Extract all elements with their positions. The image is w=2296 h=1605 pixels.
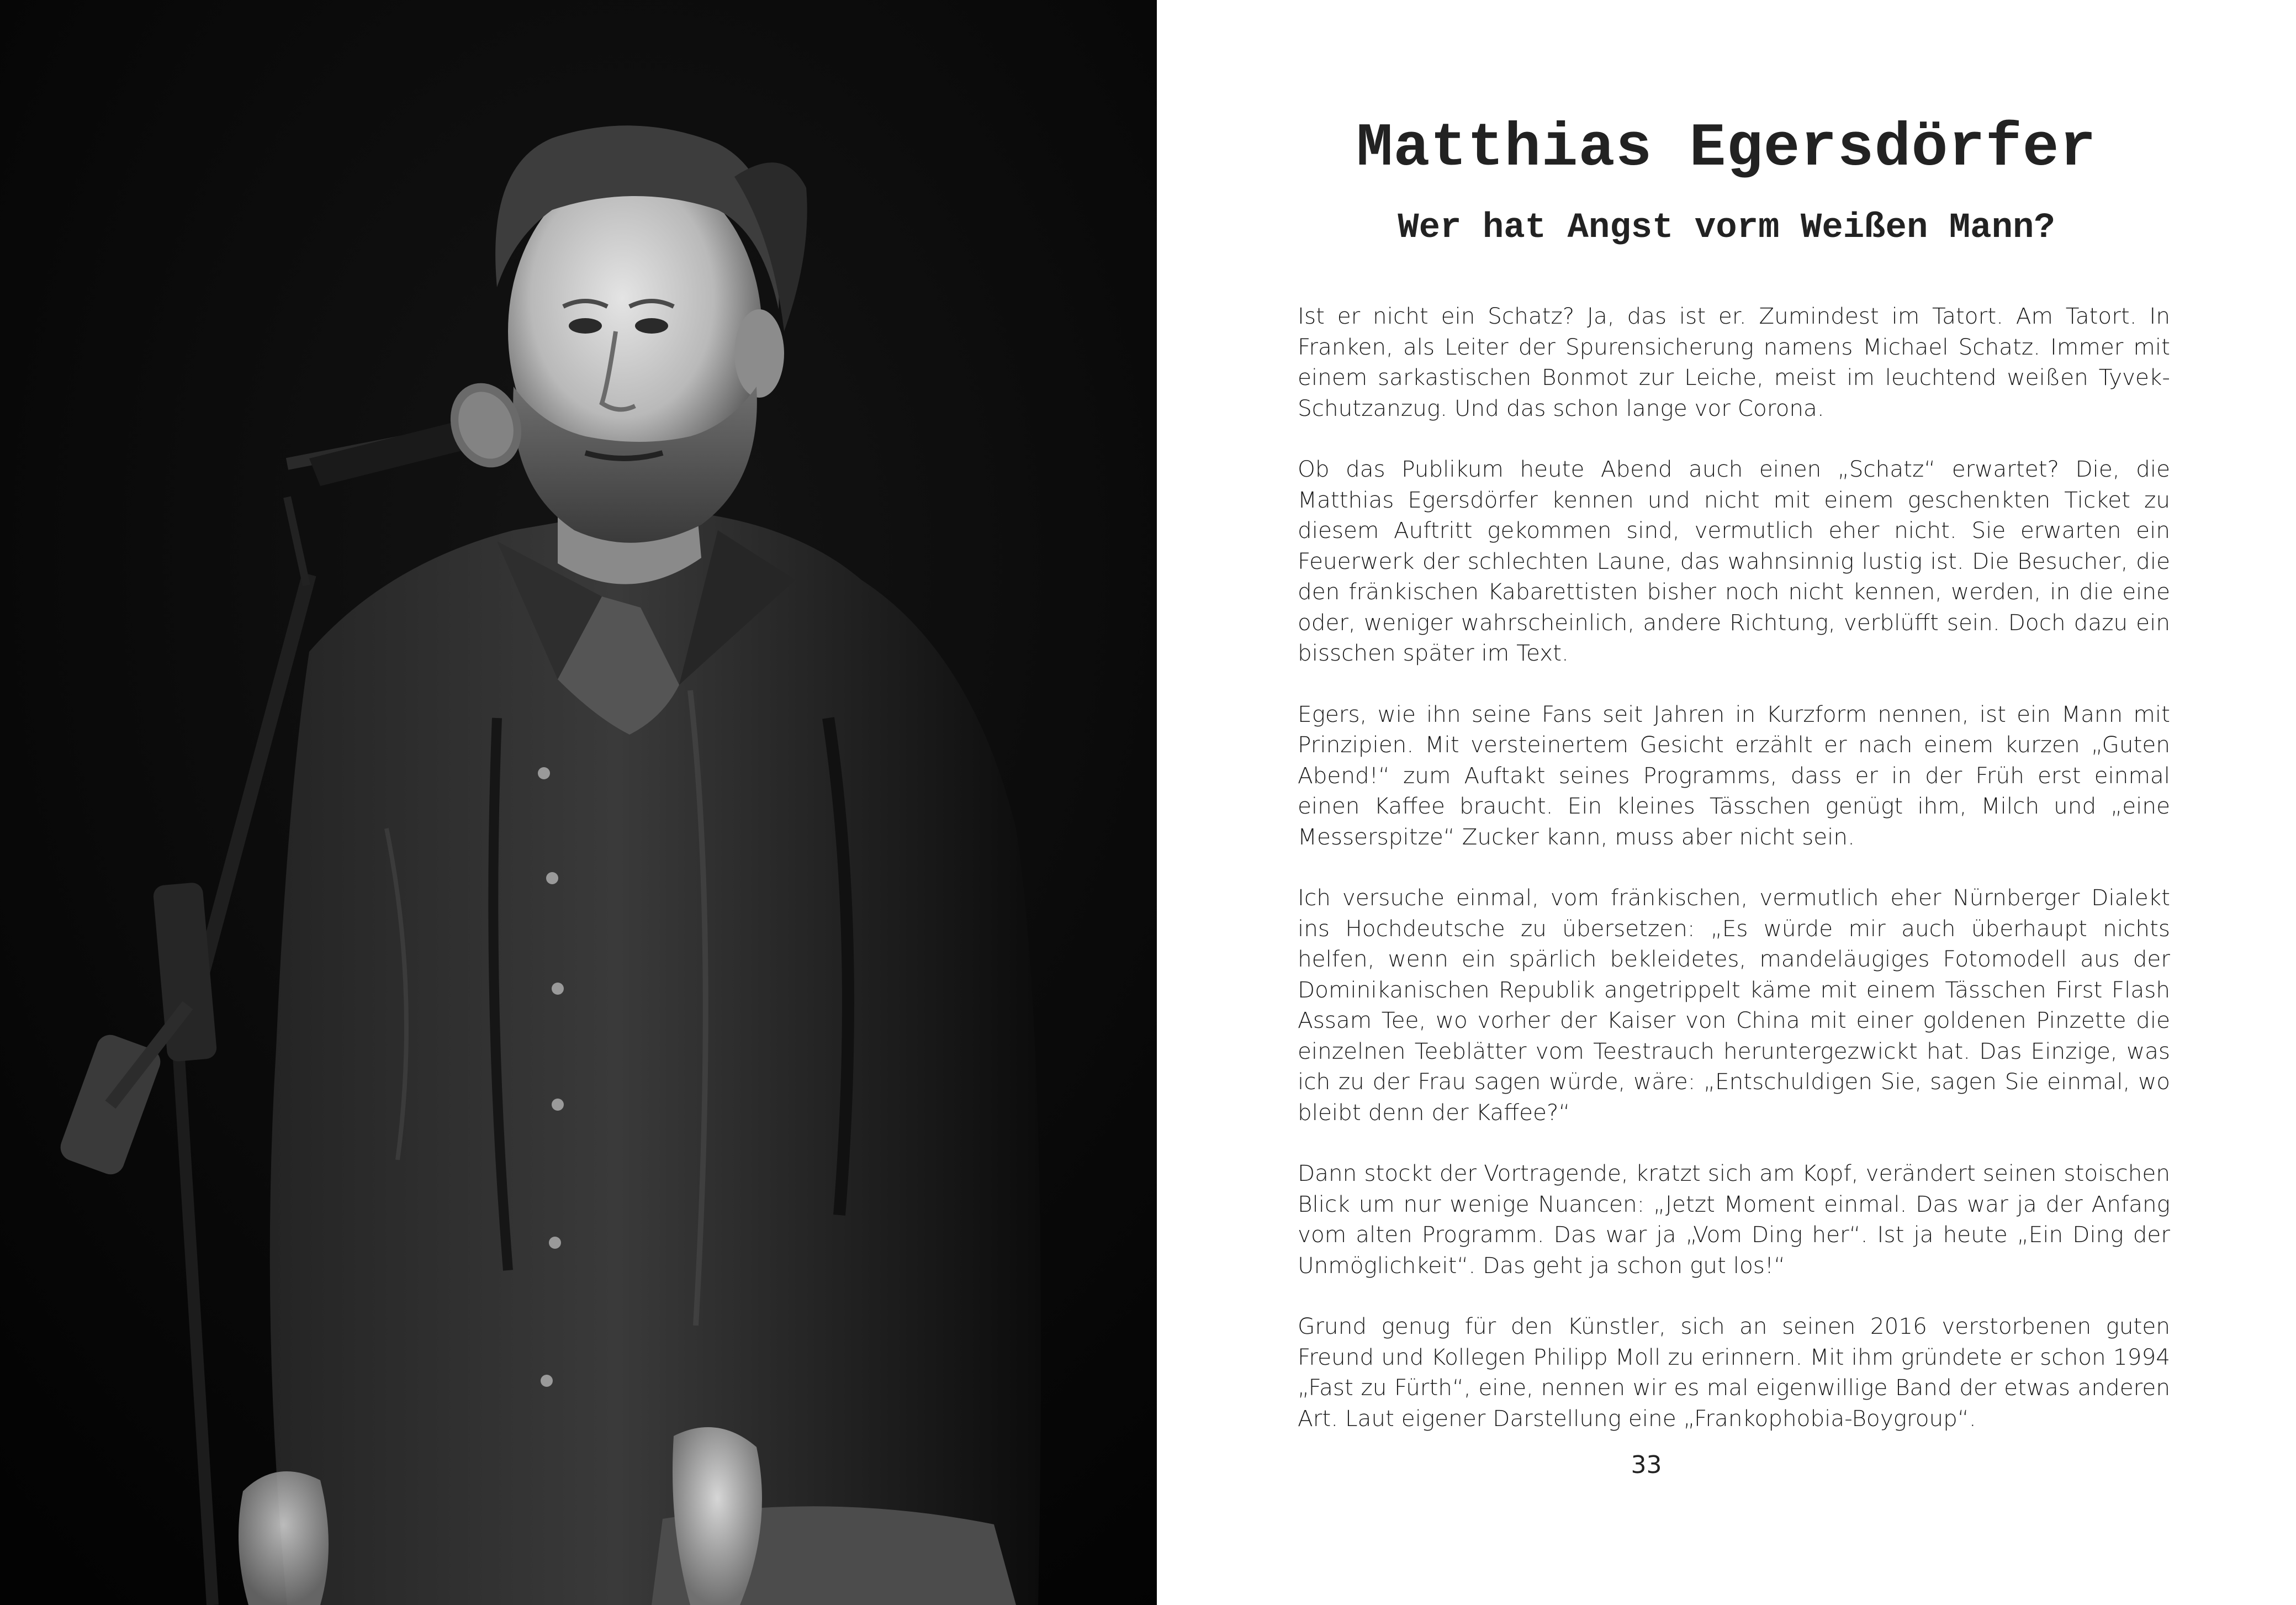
page-number: 33 (1631, 1451, 1662, 1479)
article-paragraph: Dann stockt der Vortragende, kratzt sich am Kopf, verändert seinen stoischen Blick um nur wenige Nuancen: „Jetzt Moment einmal. Das war ja der Anfang vom alten Programm. Das war ja „Vom Ding her“. Ist ja heute „Ein Ding der Unmöglichkeit“. Das geht ja schon gut los!“ (1298, 1160, 2170, 1279)
article-paragraph: Ist er nicht ein Schatz? Ja, das ist er. Zumindest im Tatort. Am Tatort. In Franken, als Leiter der Spurensicherung namens Michael Schatz. Immer mit einem sarkastischen Bonmot zur Leiche, meist im leuchtend weißen Tyvek-Schutzanzug. Und das schon lange vor Corona. (1298, 303, 2170, 421)
article-paragraph: Ich versuche einmal, vom fränkischen, vermutlich eher Nürnberger Dialekt ins Hochdeutsche zu übersetzen: „Es würde mir auch überhaupt nichts helfen, wenn ein spärlich bekleidetes, mandeläugiges Fotomodell aus der Dominikanischen Republik angetrippelt käme mit einem Tässchen First Flash Assam Tee, wo vorher der Kaiser von China mit einer goldenen Pinzette die einzelnen Teeblätter vom Teestrauch heruntergezwickt hat. Das Einzige, was ich zu der Frau sagen würde, wäre: „Entschuldigen Sie, sagen Sie einmal, wo bleibt denn der Kaffee?“ (1298, 884, 2170, 1126)
article-paragraph: Ob das Publikum heute Abend auch einen „Schatz“ erwartet? Die, die Matthias Egersdörfer kennen und nicht mit einem geschenkten Ticket zu diesem Auftritt gekommen sind, vermutlich eher nicht. Sie erwarten ein Feuerwerk der schlechten Laune, das wahnsinnig lustig ist. Die Besucher, die den fränkischen Kabarettisten bisher noch nicht kennen, werden, in die eine oder, weniger wahrscheinlich, andere Richtung, verblüfft sein. Doch dazu ein bisschen später im Text. (1298, 456, 2170, 666)
article-subtitle: Wer hat Angst vorm Weißen Mann? (1398, 208, 2055, 248)
article-page (1157, 0, 2296, 1605)
article-paragraph: Egers, wie ihn seine Fans seit Jahren in Kurzform nennen, ist ein Mann mit Prinzipien. Mit versteinertem Gesicht erzählt er nach einem kurzen „Guten Abend!“ zum Auftakt seines Programms, dass er in der Früh erst einmal einen Kaffee braucht. Ein kleines Tässchen genügt ihm, Milch und „eine Messerspitze“ Zucker kann, muss aber nicht sein. (1298, 700, 2170, 850)
article-body (1298, 301, 2170, 1464)
article-paragraph: Grund genug für den Künstler, sich an seinen 2016 verstorbenen guten Freund und Kollegen Philipp Moll zu erinnern. Mit ihm gründete er schon 1994 „Fast zu Fürth“, eine, nennen wir es mal eigenwillige Band der etwas anderen Art. Laut eigener Darstellung eine „Frankophobia-Boygroup“. (1298, 1313, 2170, 1432)
article-title: Matthias Egersdörfer (1356, 114, 2097, 183)
